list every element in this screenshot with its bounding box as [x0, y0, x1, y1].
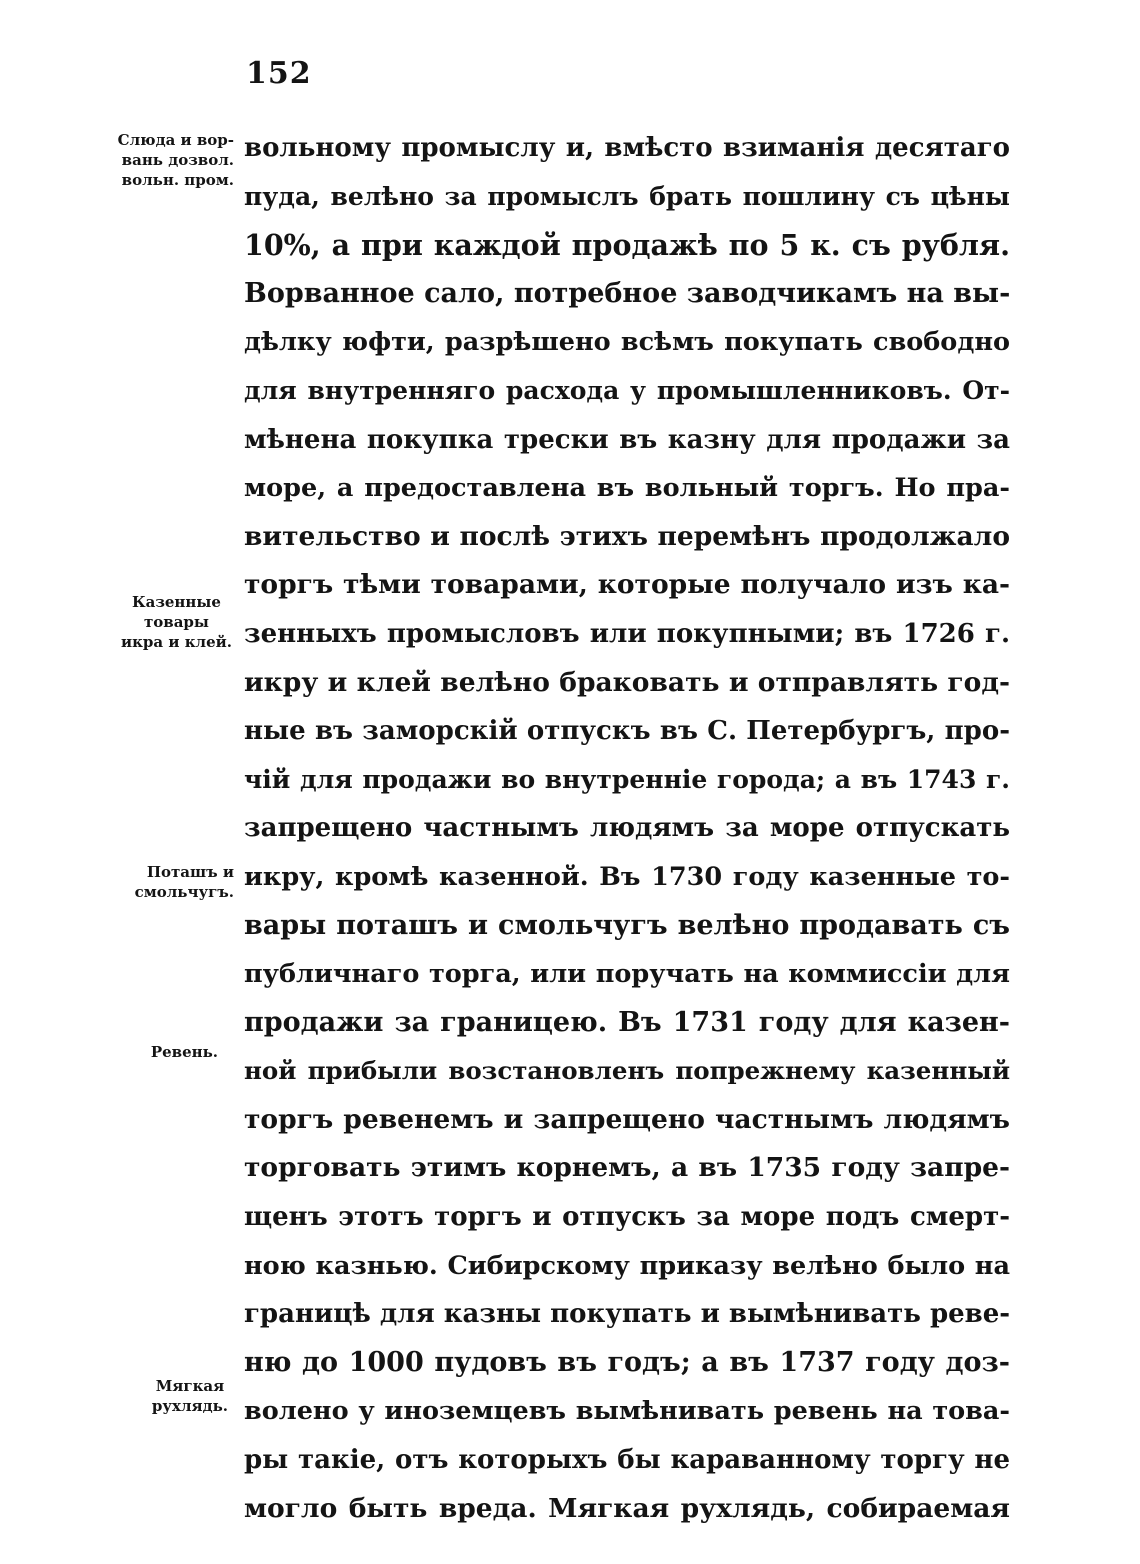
margin-note-furs: [152, 1376, 228, 1416]
page-number: 152: [246, 56, 312, 91]
margin-note-line: вольн. пром.: [121, 171, 234, 189]
text-line: ры такіе, отъ которыхъ бы караванному торгу не: [244, 1445, 1010, 1476]
text-line: для внутренняго расхода у промышленниковъ. От-: [244, 375, 1010, 405]
margin-note-line: рухлядь.: [151, 1397, 228, 1415]
text-line: икру, кромѣ казенной. Въ 1730 году казенные то-: [244, 861, 1010, 892]
text-line: торгъ ревенемъ и запрещено частнымъ людямъ: [244, 1103, 1010, 1135]
text-line: щенъ этотъ торгъ и отпускъ за море подъ смерт-: [244, 1202, 1010, 1233]
text-line: ню до 1000 пудовъ въ годъ; а въ 1737 году доз-: [244, 1346, 1010, 1378]
text-line: торгъ тѣми товарами, которые получало изъ ка-: [244, 569, 1010, 601]
margin-note-line: Слюда и вор-: [117, 131, 234, 149]
text-line: продажи за границею. Въ 1731 году для казен-: [244, 1006, 1010, 1038]
text-line: запрещено частнымъ людямъ за море отпускать: [244, 813, 1010, 844]
margin-note-state-goods: [121, 592, 232, 652]
text-line: мѣнена покупка трески въ казну для продажи за: [244, 424, 1010, 455]
text-line: 10%, а при каждой продажѣ по 5 к. съ рубля.: [244, 228, 1010, 263]
text-line: границѣ для казны покупать и вымѣнивать реве-: [244, 1299, 1011, 1330]
text-line: вары поташъ и смольчугъ велѣно продавать съ: [244, 909, 1010, 941]
text-line: публичнаго торга, или поручать на коммиссіи для: [244, 959, 1010, 990]
margin-note-potash: [135, 862, 234, 902]
text-line: ной прибыли возстановленъ попрежнему казенный: [244, 1056, 1010, 1086]
text-line: могло быть вреда. Мягкая рухлядь, собираемая: [244, 1492, 1010, 1524]
text-line: ною казнью. Сибирскому приказу велѣно было на: [244, 1250, 1010, 1281]
text-line: торговать этимъ корнемъ, а въ 1735 году запре-: [244, 1152, 1010, 1184]
text-line: чій для продажи во внутренніе города; а въ 1743 г.: [244, 764, 1010, 794]
margin-note-line: товары: [143, 613, 209, 631]
margin-note-line: Казенные: [131, 593, 221, 611]
margin-note-line: Мягкая: [155, 1377, 225, 1395]
text-line: волено у иноземцевъ вымѣнивать ревень на това-: [244, 1396, 1010, 1427]
text-line: ные въ заморскій отпускъ въ С. Петербургъ, про-: [244, 716, 1010, 747]
margin-note-line: Ревень.: [150, 1043, 218, 1061]
margin-note-line: смольчугъ.: [134, 883, 234, 901]
margin-note-rhubarb: [151, 1042, 218, 1062]
text-line: вительство и послѣ этихъ перемѣнъ продолжало: [244, 520, 1010, 552]
text-line: пуда, велѣно за промыслъ брать пошлину съ цѣны: [244, 181, 1010, 211]
text-line: море, а предоставлена въ вольный торгъ. Но пра-: [244, 473, 1010, 504]
margin-note-line: вань дозвол.: [121, 151, 234, 169]
margin-note-line: икра и клей.: [120, 633, 232, 651]
text-line: икру и клей велѣно браковать и отправлять год-: [244, 666, 1010, 698]
text-line: зенныхъ промысловъ или покупными; въ 1726 г.: [244, 618, 1010, 649]
text-line: вольному промыслу и, вмѣсто взиманія десятаго: [244, 133, 1010, 163]
margin-note-mica: [118, 130, 234, 190]
body-text: [244, 124, 1010, 1533]
margin-note-line: Поташъ и: [146, 863, 234, 881]
text-line: дѣлку юфти, разрѣшено всѣмъ покупать свободно: [244, 327, 1010, 358]
text-line: Ворванное сало, потребное заводчикамъ на вы-: [244, 277, 1011, 309]
